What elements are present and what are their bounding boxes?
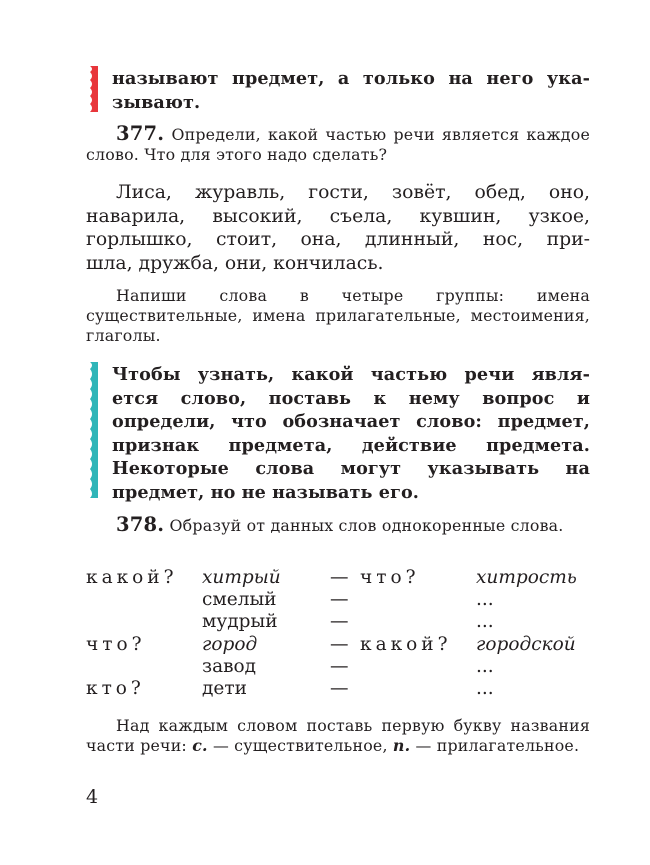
- source-word: город: [202, 633, 258, 655]
- table-row: [86, 567, 586, 589]
- table-row: [86, 634, 586, 656]
- exercise-number: 377.: [116, 122, 165, 145]
- source-word: смелый: [202, 589, 277, 611]
- question-left: [86, 589, 202, 611]
- exercise-377-instruction: Напиши слова в четыре группы: имена существительные, имена прилагательные, местоимения, глаголы.: [86, 286, 590, 345]
- result-placeholder: ...: [476, 678, 494, 700]
- source-word: дети: [202, 678, 247, 700]
- table-row: [86, 678, 586, 700]
- rule-line: ется слово, поставь к нему вопрос и: [112, 387, 590, 409]
- words-line: Лиса, журавль, гости, зовёт, обед, оно,: [116, 182, 590, 203]
- question-right: [360, 656, 476, 678]
- source-word: хитрый: [202, 567, 281, 588]
- question-left: [86, 611, 202, 633]
- question-left: какой?: [86, 567, 178, 588]
- result-placeholder: ...: [476, 655, 494, 677]
- result-word: хитрость: [476, 567, 577, 588]
- rule-box-text: [112, 363, 590, 504]
- red-rule-bar: [88, 66, 98, 112]
- rule-top-text: [112, 67, 590, 114]
- rule-top-line: называют предмет, а только на него ука-: [112, 68, 590, 89]
- teal-rule-bar: [88, 362, 98, 498]
- table-row: [86, 656, 586, 678]
- rule-line: Некоторые слова могут указывать на: [112, 458, 590, 479]
- result-placeholder: ...: [476, 589, 494, 611]
- instruction-text: Над каждым словом поставь первую букву названия части речи:: [86, 716, 590, 755]
- table-row: [86, 589, 586, 611]
- rule-line: Чтобы узнать, какой частью речи явля-: [112, 364, 590, 385]
- question-right: [360, 678, 476, 700]
- rule-top-line: зывают.: [112, 91, 201, 113]
- page-number: 4: [86, 786, 99, 808]
- words-line: горлышко, стоит, она, длинный, нос, при-: [86, 229, 590, 251]
- instruction-text: — существительное,: [207, 736, 393, 755]
- exercise-task-text: Образуй от данных слов однокоренные слова.: [169, 516, 564, 535]
- table-row: [86, 611, 586, 633]
- rule-line: определи, что обозначает слово: предмет,: [112, 411, 590, 432]
- dash: —: [330, 633, 349, 655]
- dash: —: [330, 611, 349, 633]
- abbr-adjective: п.: [392, 736, 411, 755]
- dash: —: [330, 678, 349, 700]
- dash: —: [330, 589, 349, 611]
- result-placeholder: ...: [476, 611, 494, 633]
- instruction-text: — прилагательное.: [410, 736, 580, 755]
- derivation-table: [86, 567, 586, 700]
- words-line: шла, дружба, они, кончилась.: [86, 253, 384, 275]
- exercise-377-task: [86, 124, 590, 165]
- rule-line: признак предмета, действие предмета.: [112, 434, 590, 456]
- question-left: [86, 656, 202, 678]
- exercise-task-text: Определи, какой частью речи является каждое слово. Что для этого надо сделать?: [86, 125, 590, 164]
- abbr-noun: с.: [192, 736, 208, 755]
- exercise-378-instruction: [86, 716, 590, 756]
- source-word: завод: [202, 655, 257, 677]
- question-right: [360, 611, 476, 633]
- dash: —: [330, 655, 349, 677]
- words-line: наварила, высокий, съела, кувшин, узкое,: [86, 205, 590, 227]
- dash: —: [330, 567, 349, 588]
- source-word: мудрый: [202, 611, 278, 633]
- exercise-number: 378.: [116, 513, 165, 536]
- question-right: какой?: [360, 633, 452, 655]
- exercise-377-words: [86, 181, 590, 276]
- rule-line: предмет, но не называть его.: [112, 481, 420, 503]
- question-left: кто?: [86, 678, 145, 700]
- question-right: [360, 589, 476, 611]
- question-left: что?: [86, 633, 146, 655]
- question-right: что?: [360, 567, 420, 588]
- exercise-378-task: [86, 515, 590, 536]
- result-word: городской: [476, 633, 576, 655]
